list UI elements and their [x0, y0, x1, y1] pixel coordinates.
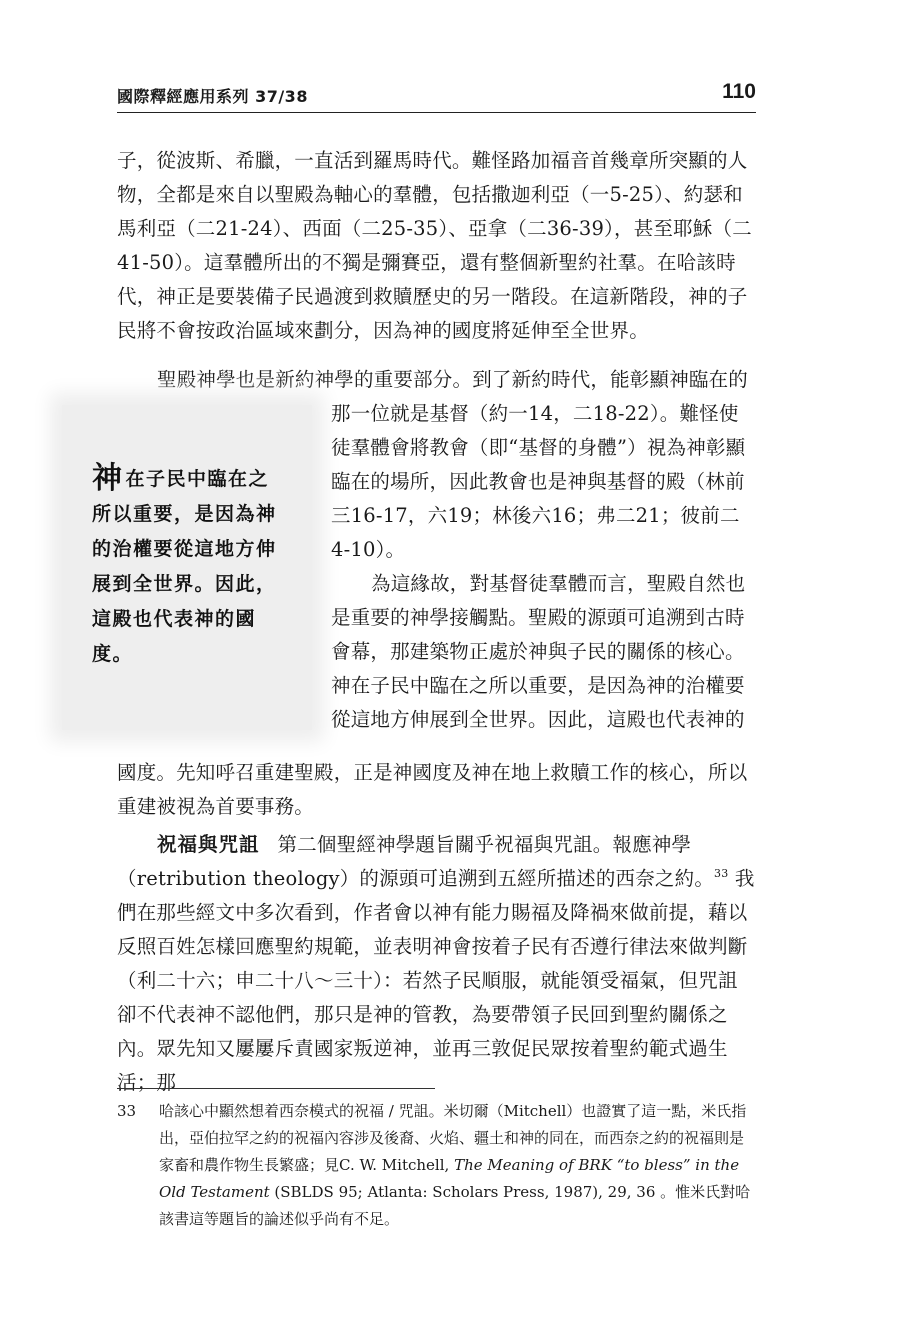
paragraph-3-continued: 國度。先知呼召重建聖殿，正是神國度及神在地上救贖工作的核心，所以重建被視為首要事務。 — [117, 761, 748, 818]
pull-quote-text — [92, 461, 287, 672]
section-runhead: 祝福與咒詛 — [157, 833, 260, 856]
paragraph-4-text-b: 我們在那些經文中多次看到，作者會以神有能力賜福及降禍來做前提，藉以反照百姓怎樣回應聖約規範，並表明神會按着子民有否遵行律法來做判斷（利二十六；申二十八～三十）：若然子民順服，就能領受福氣，但咒詛卻不代表神不認他們，那只是神的管教，為要帶領子民回到聖約關係之內。眾先知又屢屢斥責國家叛逆神，並再三敦促民眾按着聖約範式過生活；那 — [117, 867, 755, 1094]
footnote-number: 33 — [117, 1102, 137, 1120]
footnote-text-b: (SBLDS 95; Atlanta: Scholars Press, 1987), 29, 36 。惟米氏對哈該書這等題旨的論述似乎尚有不足。 — [159, 1183, 751, 1228]
pull-quote-rest: 在子民中臨在之所以重要，是因為神的治權要從這地方伸展到全世界。因此，這殿也代表神的國度。 — [92, 468, 277, 665]
page-number: 110 — [722, 80, 756, 103]
paragraph-2-column: 那一位就是基督（約一14，二18-22）。難怪使徒羣體會將教會（即“基督的身體”）視為神彰顯臨在的場所，因此教會也是神與基督的殿（林前三16-17，六19；林後六16；弗二21；彼前二4-10）。 — [331, 402, 746, 561]
paragraph-1: 子，從波斯、希臘，一直活到羅馬時代。難怪路加福音首幾章所突顯的人物，全都是來自以聖殿為軸心的羣體，包括撒迦利亞（一5-25）、約瑟和馬利亞（二21-24）、西面（二25-35）、亞拿（二36-39），甚至耶穌（二41-50）。這羣體所出的不獨是彌賽亞，還有整個新聖約社羣。在哈該時代，神正是要裝備子民過渡到救贖歷史的另一階段。在這新階段，神的子民將不會按政治區域來劃分，因為神的國度將延伸至全世界。 — [117, 149, 752, 342]
pull-quote-box — [62, 405, 312, 730]
footnote-divider — [117, 1088, 435, 1089]
footnote-body — [159, 1098, 756, 1233]
running-header — [117, 78, 756, 113]
paragraph-4 — [117, 828, 756, 1100]
footnote — [117, 1098, 756, 1233]
narrow-column — [331, 397, 756, 737]
series-title: 國際釋經應用系列 37/38 — [117, 87, 308, 106]
footnote-reference[interactable]: 33 — [714, 867, 729, 880]
footnote-book-title: The Meaning of BRK “to bless” in the Old Testament — [159, 1156, 740, 1201]
paragraph-2-first-line: 聖殿神學也是新約神學的重要部分。到了新約時代，能彰顯神臨在的 — [157, 368, 749, 391]
footnote-text-a: 哈該心中顯然想着西奈模式的祝福 / 咒詛。米切爾（Mitchell）也證實了這一點，米氏指出，亞伯拉罕之約的祝福內容涉及後裔、火焰、疆土和神的同在，而西奈之約的祝福則是家畜和農作物生長繁盛；見C. W. Mitchell, — [159, 1102, 747, 1174]
paragraph-3-column: 為這緣故，對基督徒羣體而言，聖殿自然也是重要的神學接觸點。聖殿的源頭可追溯到古時會幕，那建築物正處於神與子民的關係的核心。神在子民中臨在之所以重要，是因為神的治權要從這地方伸展到全世界。因此，這殿也代表神的 — [331, 572, 746, 731]
paragraph-4-text-a: 第二個聖經神學題旨關乎祝福與咒詛。報應神學（retribution theology）的源頭可追溯到五經所描述的西奈之約。 — [117, 833, 715, 890]
pull-quote-initial: 神 — [92, 461, 124, 496]
